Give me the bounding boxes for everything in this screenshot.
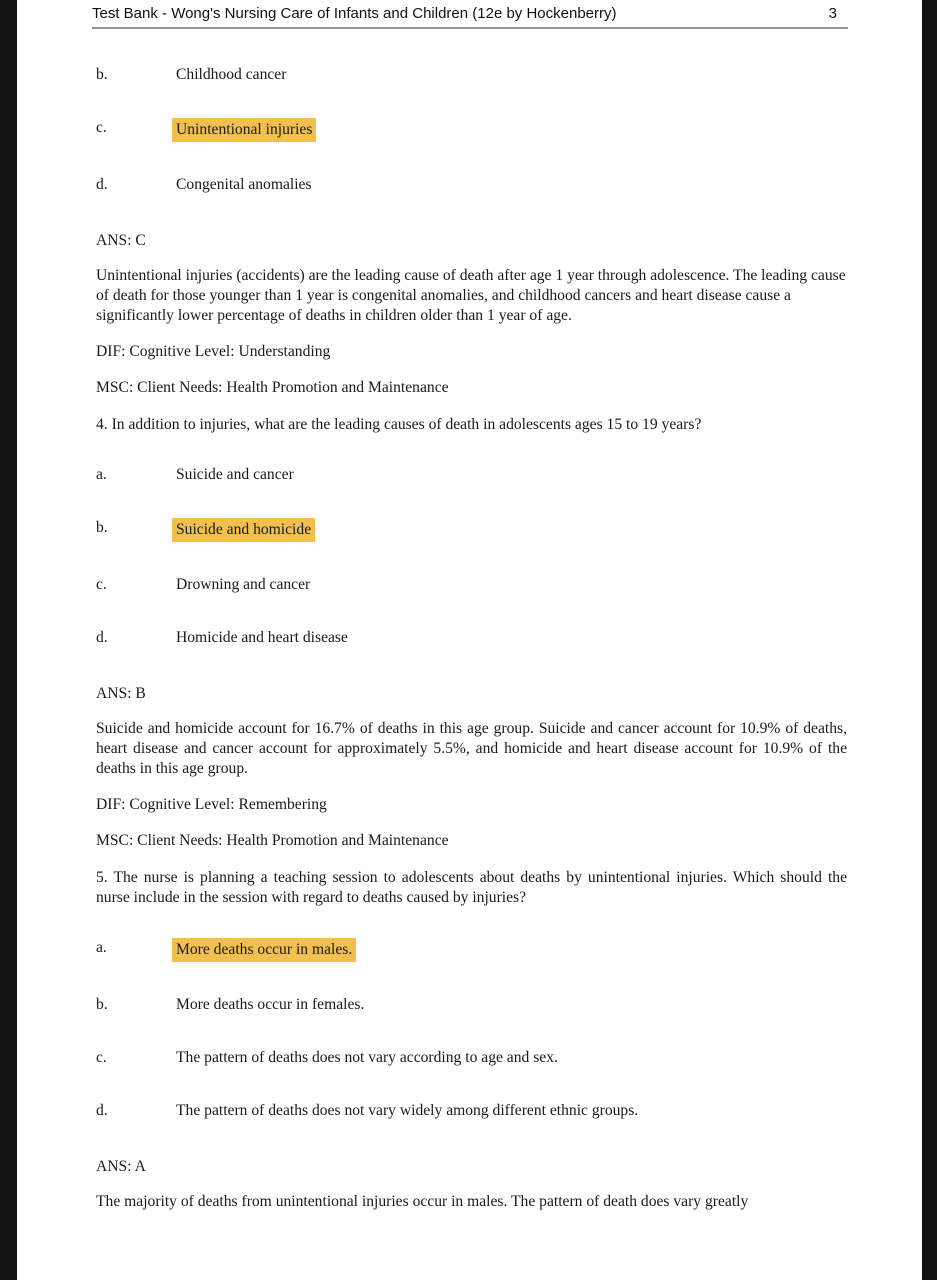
rationale-paragraph: Unintentional injuries (accidents) are the leading cause of death after age 1 year through adolescence. The leading cause of death for those younger than 1 year is congenital anomalies, and childhood cancers and heart disease cause a significantly lower percentage of deaths in children older than 1 year of age. bbox=[96, 267, 846, 324]
left-letterbox-bar bbox=[0, 0, 17, 1280]
option-letter: d. bbox=[96, 176, 108, 193]
option-letter: b. bbox=[96, 996, 108, 1013]
option-row bbox=[96, 1048, 847, 1068]
option-row bbox=[96, 465, 847, 485]
option-text: The pattern of deaths does not vary widely among different ethnic groups. bbox=[176, 1102, 639, 1119]
answer-line: ANS: A bbox=[96, 1158, 146, 1175]
option-row bbox=[96, 1101, 847, 1121]
option-letter: b. bbox=[96, 66, 108, 83]
option-text: More deaths occur in males. bbox=[172, 938, 356, 962]
dif-line: DIF: Cognitive Level: Remembering bbox=[96, 796, 327, 813]
document-title: Test Bank - Wong's Nursing Care of Infants and Children (12e by Hockenberry) bbox=[92, 5, 617, 22]
option-letter: c. bbox=[96, 576, 107, 593]
option-text: More deaths occur in females. bbox=[176, 996, 365, 1013]
option-letter: a. bbox=[96, 466, 107, 483]
option-letter: b. bbox=[96, 519, 108, 536]
option-row bbox=[96, 518, 847, 542]
option-text: Drowning and cancer bbox=[176, 576, 311, 593]
option-row bbox=[96, 938, 847, 962]
option-text: Suicide and cancer bbox=[176, 466, 294, 483]
option-text: Homicide and heart disease bbox=[176, 629, 348, 646]
page-content bbox=[96, 65, 847, 1212]
option-text: Unintentional injuries bbox=[172, 118, 316, 142]
msc-line: MSC: Client Needs: Health Promotion and Maintenance bbox=[96, 832, 449, 849]
page-header bbox=[92, 5, 848, 29]
option-letter: c. bbox=[96, 1049, 107, 1066]
msc-line: MSC: Client Needs: Health Promotion and Maintenance bbox=[96, 379, 449, 396]
option-text: Congenital anomalies bbox=[176, 176, 312, 193]
question-stem: 4. In addition to injuries, what are the leading causes of death in adolescents ages 15 to 19 years? bbox=[96, 416, 702, 433]
option-text: Suicide and homicide bbox=[172, 518, 315, 542]
option-letter: a. bbox=[96, 939, 107, 956]
right-letterbox-bar bbox=[922, 0, 937, 1280]
option-text: Childhood cancer bbox=[176, 66, 287, 83]
rationale-paragraph: Suicide and homicide account for 16.7% of deaths in this age group. Suicide and cancer account for 10.9% of deaths, heart disease and cancer account for approximately 5.5%, and homicide and heart disease account for 10.9% of the deaths in this age group. bbox=[96, 720, 847, 777]
question-stem: 5. The nurse is planning a teaching session to adolescents about deaths by unintentional injuries. Which should the nurse include in the session with regard to deaths caused by injuries? bbox=[96, 869, 847, 906]
option-letter: d. bbox=[96, 1102, 108, 1119]
option-row bbox=[96, 118, 847, 142]
option-row bbox=[96, 65, 847, 85]
answer-line: ANS: C bbox=[96, 232, 146, 249]
option-row bbox=[96, 628, 847, 648]
option-row bbox=[96, 995, 847, 1015]
page-number: 3 bbox=[828, 5, 837, 22]
option-row bbox=[96, 175, 847, 195]
rationale-paragraph: The majority of deaths from unintentional injuries occur in males. The pattern of death does vary greatly bbox=[96, 1193, 749, 1210]
answer-line: ANS: B bbox=[96, 685, 146, 702]
option-letter: c. bbox=[96, 119, 107, 136]
option-letter: d. bbox=[96, 629, 108, 646]
dif-line: DIF: Cognitive Level: Understanding bbox=[96, 343, 331, 360]
option-row bbox=[96, 575, 847, 595]
document-page bbox=[17, 0, 922, 1280]
option-text: The pattern of deaths does not vary according to age and sex. bbox=[176, 1049, 558, 1066]
